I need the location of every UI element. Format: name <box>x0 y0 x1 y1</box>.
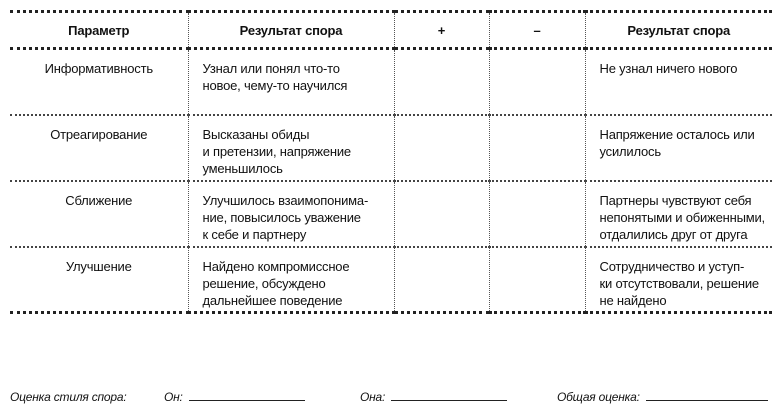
positive-result-line: решение, обсуждено <box>202 275 326 291</box>
plus-mark-cell[interactable] <box>394 181 489 247</box>
positive-result-line: новое, чему-то научился <box>202 78 348 93</box>
positive-result-line: к себе и партнеру <box>202 226 307 242</box>
positive-result-cell <box>188 247 394 313</box>
negative-result-line: усилилось <box>599 143 661 159</box>
positive-result-line: дальнейшее поведение <box>202 292 343 308</box>
total-score-field <box>557 390 768 404</box>
positive-result-line: уменьшилось <box>202 160 283 176</box>
positive-result-line: и претензии, напряжение <box>202 143 351 159</box>
header-result-negative: Результат спора <box>585 12 772 49</box>
parameter-cell: Отреагирование <box>50 126 148 142</box>
parameter-cell: Сближение <box>65 192 133 208</box>
negative-result-line: не найдено <box>599 292 667 308</box>
minus-mark-cell[interactable] <box>489 181 585 247</box>
plus-mark-cell[interactable] <box>394 49 489 115</box>
negative-result-line: отдалились друг от друга <box>599 226 748 242</box>
negative-result-cell <box>585 115 772 181</box>
parameter-cell: Информативность <box>44 61 153 76</box>
negative-result-line: Напряжение осталось или <box>599 126 755 142</box>
positive-result-cell <box>188 49 394 115</box>
plus-mark-cell[interactable] <box>394 115 489 181</box>
positive-result-line: Узнал или понял что-то <box>202 61 340 76</box>
header-minus: – <box>489 12 585 49</box>
header-result-positive: Результат спора <box>188 12 394 49</box>
negative-result-line: ки отсутствовали, решение <box>599 275 759 291</box>
negative-result-cell <box>585 181 772 247</box>
table-row <box>10 49 772 115</box>
minus-mark-cell[interactable] <box>489 247 585 313</box>
minus-mark-cell[interactable] <box>489 49 585 115</box>
table-body <box>10 49 772 313</box>
header-plus: + <box>394 12 489 49</box>
negative-result-line: непонятыми и обиженными, <box>599 209 765 225</box>
total-score-blank <box>646 390 768 401</box>
style-label: Оценка стиля спора: <box>10 390 127 404</box>
table-row <box>10 181 772 247</box>
negative-result-cell <box>585 247 772 313</box>
negative-result-line: Сотрудничество и уступ- <box>599 258 745 274</box>
total-label: Общая оценка: <box>557 390 640 404</box>
positive-result-cell <box>188 181 394 247</box>
dispute-evaluation-table <box>10 10 772 314</box>
positive-result-line: Найдено компромиссное <box>202 258 350 274</box>
negative-result-cell <box>585 49 772 115</box>
she-score-blank <box>391 390 507 401</box>
she-score-field <box>360 390 507 404</box>
positive-result-line: Улучшилось взаимопонима- <box>202 192 369 208</box>
plus-mark-cell[interactable] <box>394 247 489 313</box>
negative-result-line: Не узнал ничего нового <box>599 61 738 76</box>
table-row <box>10 115 772 181</box>
dispute-evaluation-table-container <box>10 10 772 314</box>
positive-result-line: Высказаны обиды <box>202 126 310 142</box>
he-score-blank <box>189 390 305 401</box>
table-header-row <box>10 12 772 49</box>
header-parameter: Параметр <box>68 22 130 38</box>
positive-result-cell <box>188 115 394 181</box>
he-label: Он: <box>164 390 183 404</box>
she-label: Она: <box>360 390 386 404</box>
table-row <box>10 247 772 313</box>
parameter-cell: Улучшение <box>65 258 132 274</box>
he-score-field <box>164 390 305 404</box>
minus-mark-cell[interactable] <box>489 115 585 181</box>
positive-result-line: ние, повысилось уважение <box>202 209 361 225</box>
negative-result-line: Партнеры чувствуют себя <box>599 192 752 208</box>
